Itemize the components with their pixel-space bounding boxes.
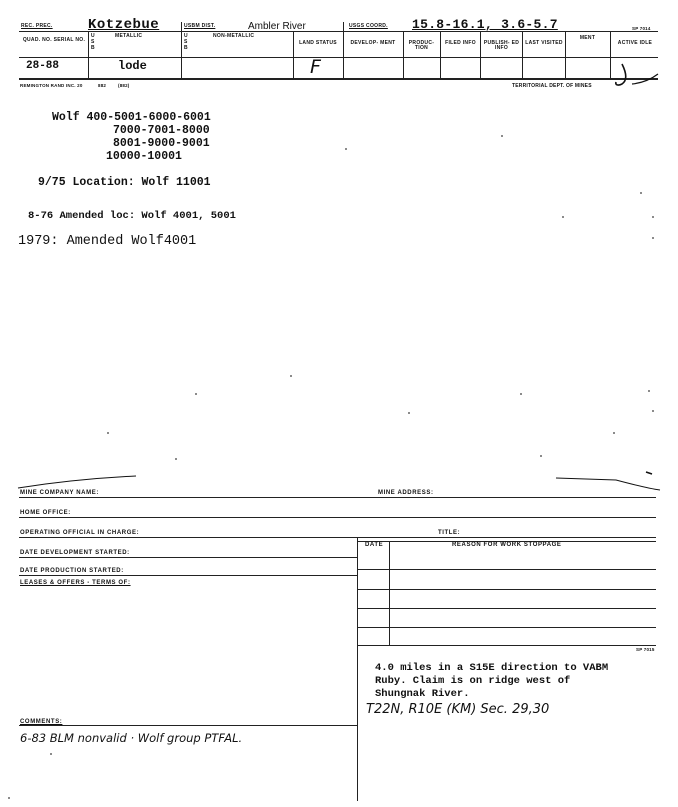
comments-label: COMMENTS: (20, 719, 63, 725)
date-development-label: DATE DEVELOPMENT STARTED: (20, 550, 130, 556)
location-desc-1: 4.0 miles in a S15E direction to VABM (375, 662, 609, 674)
non-metallic-label: NON-METALLIC (213, 33, 255, 39)
amended-1976: 8-76 Amended loc: Wolf 4001, 5001 (28, 210, 236, 222)
printer-note: REMINGTON RAND INC. 20 (20, 83, 83, 88)
rec-prec-label: REC. PREC. (21, 23, 53, 29)
claims-line-1: Wolf 400-5001-6000-6001 (52, 111, 211, 124)
published-info-label: PUBLISH- ED INFO (483, 40, 520, 51)
quad-serial-header (20, 38, 88, 43)
produc-tion-label: PRODUC- TION (408, 40, 435, 51)
land-status-label: LAND STATUS (299, 40, 337, 46)
printer-code-2: (882) (118, 83, 130, 88)
quad-no-label: QUAD. NO. (22, 37, 52, 43)
ment-label: MENT (579, 35, 596, 41)
location-desc-3: Shungnak River. (375, 688, 470, 700)
date-label: DATE (365, 542, 384, 548)
leases-label: LEASES & OFFERS - TERMS OF: (20, 580, 131, 586)
usgs-coord-label: USGS COORD. (349, 23, 388, 29)
title-label: TITLE: (438, 530, 461, 536)
agency-label: TERRITORIAL DEPT. OF MINES (512, 83, 592, 89)
develop-ment-label: DEVELOP- MENT (350, 40, 396, 46)
claims-line-3: 8001-9000-9001 (113, 137, 210, 150)
last-visited-label: LAST VISITED (525, 40, 563, 46)
claims-line-2: 7000-7001-8000 (113, 124, 210, 137)
township-handwritten: T22N, R10E (KM) Sec. 29,30 (366, 702, 550, 717)
mine-company-label: MINE COMPANY NAME: (20, 490, 99, 496)
serial-no-label: SERIAL NO. (53, 37, 86, 43)
form-number-2: SP 7015 (636, 647, 655, 652)
claims-line-4: 10000-10001 (106, 150, 182, 163)
date-production-label: DATE PRODUCTION STARTED: (20, 568, 124, 574)
active-idle-label: ACTIVE IDLE (617, 40, 653, 46)
filed-info-label: FILED INFO (445, 40, 476, 46)
usbm-dist-value: Ambler River (248, 21, 306, 32)
usbm-dist-label: USBM DIST. (184, 23, 216, 29)
usgs-coord-value: 15.8-16.1, 3.6-5.7 (412, 17, 558, 32)
quad-serial-value: 28-88 (26, 60, 60, 72)
operating-official-label: OPERATING OFFICIAL IN CHARGE: (20, 530, 140, 536)
location-note: 9/75 Location: Wolf 11001 (38, 176, 211, 189)
location-desc-2: Ruby. Claim is on ridge west of (375, 675, 571, 687)
home-office-label: HOME OFFICE: (20, 510, 71, 516)
comments-handwritten: 6-83 BLM nonvalid · Wolf group PTFAL. (20, 731, 243, 745)
form-number: SP 7014 (632, 26, 651, 31)
printer-code-1: 882 (98, 83, 107, 88)
torn-edge-decoration (16, 468, 662, 496)
handwritten-hook-mark (610, 58, 660, 92)
rec-prec-value: Kotzebue (88, 17, 160, 33)
mine-address-label: MINE ADDRESS: (378, 490, 434, 496)
commodity-value: lode (118, 59, 147, 73)
amended-1979: 1979: Amended Wolf4001 (18, 234, 197, 249)
non-metallic-prefixes: U S B (184, 33, 188, 51)
metallic-prefixes: U S B (91, 33, 95, 51)
metallic-label: METALLIC (115, 33, 143, 39)
land-status-value: F (310, 56, 321, 78)
reason-label: REASON FOR WORK STOPPAGE (452, 542, 562, 548)
